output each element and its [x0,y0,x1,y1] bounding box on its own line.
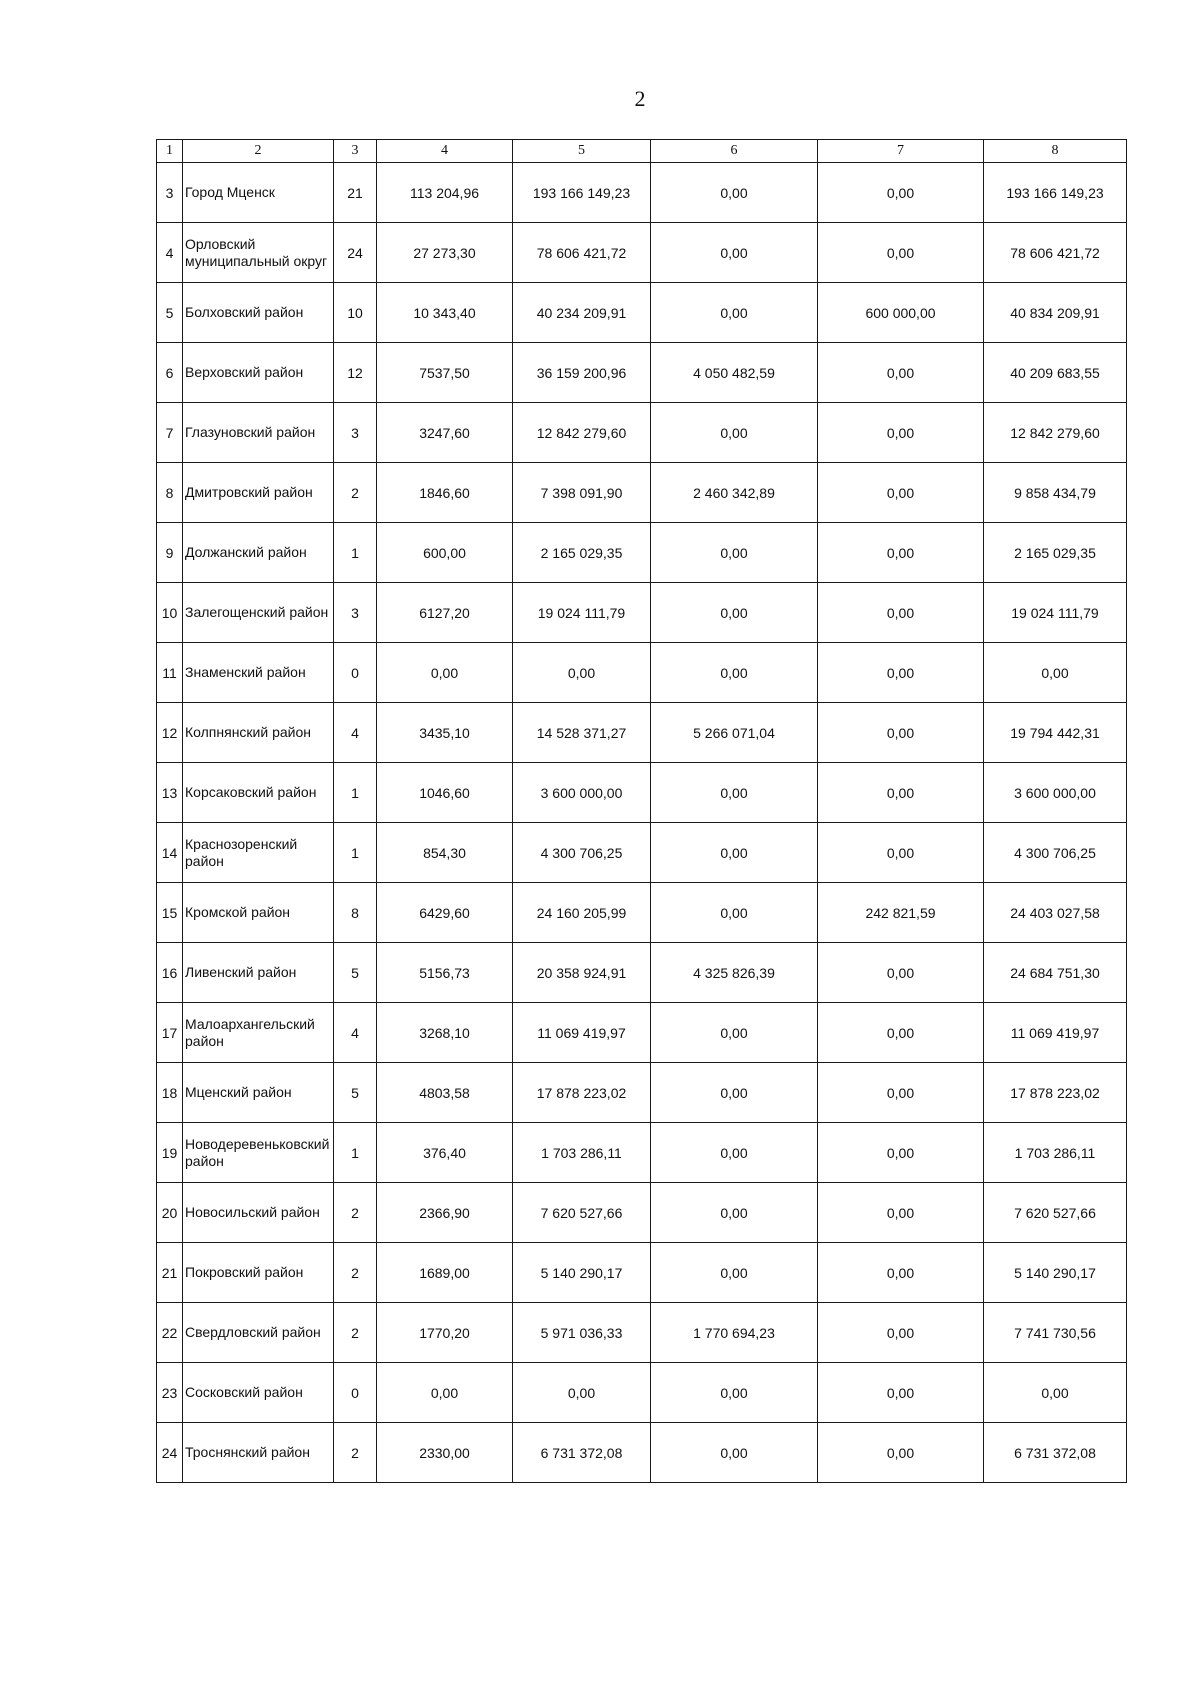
table-row [157,1303,1127,1363]
row-index-cell: 7 [157,403,183,463]
column-header-8: 8 [984,140,1127,163]
amount-col7-cell: 0,00 [818,403,984,463]
amount-col6-cell: 0,00 [651,523,818,583]
table-row [157,1423,1127,1483]
table-row [157,1123,1127,1183]
table-row [157,163,1127,223]
total-amount-cell: 7 620 527,66 [984,1183,1127,1243]
district-name-cell: Новодеревеньковский район [183,1123,334,1183]
district-name-cell: Краснозоренский район [183,823,334,883]
count-cell: 1 [334,763,377,823]
row-index-cell: 6 [157,343,183,403]
total-amount-cell: 12 842 279,60 [984,403,1127,463]
count-cell: 3 [334,403,377,463]
table-row [157,223,1127,283]
row-index-cell: 24 [157,1423,183,1483]
row-index-cell: 16 [157,943,183,1003]
amount-col6-cell: 0,00 [651,763,818,823]
area-value-cell: 1689,00 [377,1243,513,1303]
area-value-cell: 27 273,30 [377,223,513,283]
district-name-cell: Мценский район [183,1063,334,1123]
count-cell: 2 [334,463,377,523]
area-value-cell: 3268,10 [377,1003,513,1063]
amount-col6-cell: 1 770 694,23 [651,1303,818,1363]
total-amount-cell: 11 069 419,97 [984,1003,1127,1063]
amount-col7-cell: 0,00 [818,823,984,883]
table-row [157,1183,1127,1243]
amount-col5-cell: 12 842 279,60 [513,403,651,463]
amount-col5-cell: 4 300 706,25 [513,823,651,883]
count-cell: 4 [334,703,377,763]
amount-col6-cell: 0,00 [651,283,818,343]
row-index-cell: 13 [157,763,183,823]
district-name-cell: Свердловский район [183,1303,334,1363]
amount-col7-cell: 0,00 [818,703,984,763]
district-name-cell: Ливенский район [183,943,334,1003]
header-row [157,140,1127,163]
amount-col6-cell: 0,00 [651,583,818,643]
amount-col7-cell: 0,00 [818,1243,984,1303]
amount-col6-cell: 0,00 [651,823,818,883]
amount-col7-cell: 0,00 [818,343,984,403]
count-cell: 3 [334,583,377,643]
amount-col7-cell: 242 821,59 [818,883,984,943]
district-name-cell: Болховский район [183,283,334,343]
column-header-6: 6 [651,140,818,163]
district-name-cell: Верховский район [183,343,334,403]
column-header-3: 3 [334,140,377,163]
amount-col7-cell: 0,00 [818,943,984,1003]
amount-col5-cell: 14 528 371,27 [513,703,651,763]
table-row [157,343,1127,403]
amount-col5-cell: 20 358 924,91 [513,943,651,1003]
amount-col5-cell: 6 731 372,08 [513,1423,651,1483]
district-name-cell: Знаменский район [183,643,334,703]
table-row [157,763,1127,823]
amount-col5-cell: 1 703 286,11 [513,1123,651,1183]
area-value-cell: 600,00 [377,523,513,583]
total-amount-cell: 0,00 [984,643,1127,703]
table-row [157,1243,1127,1303]
total-amount-cell: 0,00 [984,1363,1127,1423]
row-index-cell: 15 [157,883,183,943]
area-value-cell: 6429,60 [377,883,513,943]
amount-col7-cell: 0,00 [818,463,984,523]
amount-col7-cell: 0,00 [818,1003,984,1063]
count-cell: 5 [334,1063,377,1123]
area-value-cell: 7537,50 [377,343,513,403]
count-cell: 24 [334,223,377,283]
amount-col6-cell: 0,00 [651,163,818,223]
total-amount-cell: 40 209 683,55 [984,343,1127,403]
row-index-cell: 11 [157,643,183,703]
area-value-cell: 5156,73 [377,943,513,1003]
area-value-cell: 0,00 [377,1363,513,1423]
count-cell: 5 [334,943,377,1003]
district-name-cell: Дмитровский район [183,463,334,523]
total-amount-cell: 5 140 290,17 [984,1243,1127,1303]
count-cell: 2 [334,1183,377,1243]
table-row [157,1003,1127,1063]
district-name-cell: Малоархангельский район [183,1003,334,1063]
amount-col7-cell: 600 000,00 [818,283,984,343]
count-cell: 2 [334,1423,377,1483]
row-index-cell: 20 [157,1183,183,1243]
district-name-cell: Покровский район [183,1243,334,1303]
count-cell: 10 [334,283,377,343]
amount-col6-cell: 0,00 [651,1243,818,1303]
table-row [157,883,1127,943]
amount-col5-cell: 78 606 421,72 [513,223,651,283]
table-row [157,943,1127,1003]
total-amount-cell: 7 741 730,56 [984,1303,1127,1363]
amount-col7-cell: 0,00 [818,1123,984,1183]
table-row [157,823,1127,883]
amount-col5-cell: 7 398 091,90 [513,463,651,523]
district-name-cell: Сосковский район [183,1363,334,1423]
table-row [157,643,1127,703]
area-value-cell: 6127,20 [377,583,513,643]
amount-col7-cell: 0,00 [818,1303,984,1363]
amount-col5-cell: 0,00 [513,1363,651,1423]
amount-col7-cell: 0,00 [818,223,984,283]
amount-col6-cell: 2 460 342,89 [651,463,818,523]
area-value-cell: 4803,58 [377,1063,513,1123]
amount-col5-cell: 3 600 000,00 [513,763,651,823]
count-cell: 2 [334,1243,377,1303]
count-cell: 1 [334,523,377,583]
district-name-cell: Орловский муниципальный округ [183,223,334,283]
area-value-cell: 3435,10 [377,703,513,763]
total-amount-cell: 24 684 751,30 [984,943,1127,1003]
table-row [157,703,1127,763]
amount-col6-cell: 0,00 [651,1183,818,1243]
amount-col6-cell: 0,00 [651,403,818,463]
amount-col7-cell: 0,00 [818,1363,984,1423]
area-value-cell: 854,30 [377,823,513,883]
amount-col6-cell: 0,00 [651,1363,818,1423]
amount-col6-cell: 0,00 [651,1003,818,1063]
count-cell: 0 [334,1363,377,1423]
amount-col6-cell: 0,00 [651,883,818,943]
row-index-cell: 4 [157,223,183,283]
amount-col5-cell: 19 024 111,79 [513,583,651,643]
page-number: 2 [634,86,646,111]
total-amount-cell: 9 858 434,79 [984,463,1127,523]
area-value-cell: 10 343,40 [377,283,513,343]
total-amount-cell: 19 024 111,79 [984,583,1127,643]
data-table [156,139,1127,1483]
area-value-cell: 1770,20 [377,1303,513,1363]
area-value-cell: 0,00 [377,643,513,703]
amount-col7-cell: 0,00 [818,1423,984,1483]
count-cell: 1 [334,823,377,883]
area-value-cell: 1846,60 [377,463,513,523]
row-index-cell: 19 [157,1123,183,1183]
row-index-cell: 18 [157,1063,183,1123]
district-name-cell: Залегощенский район [183,583,334,643]
column-header-4: 4 [377,140,513,163]
amount-col5-cell: 11 069 419,97 [513,1003,651,1063]
amount-col7-cell: 0,00 [818,163,984,223]
row-index-cell: 23 [157,1363,183,1423]
total-amount-cell: 78 606 421,72 [984,223,1127,283]
amount-col7-cell: 0,00 [818,583,984,643]
amount-col6-cell: 0,00 [651,643,818,703]
total-amount-cell: 19 794 442,31 [984,703,1127,763]
total-amount-cell: 40 834 209,91 [984,283,1127,343]
count-cell: 2 [334,1303,377,1363]
table-row [157,523,1127,583]
amount-col7-cell: 0,00 [818,1063,984,1123]
table-row [157,283,1127,343]
table-row [157,1063,1127,1123]
district-name-cell: Город Мценск [183,163,334,223]
area-value-cell: 2366,90 [377,1183,513,1243]
area-value-cell: 2330,00 [377,1423,513,1483]
count-cell: 8 [334,883,377,943]
district-name-cell: Колпнянский район [183,703,334,763]
table-body [157,163,1127,1483]
count-cell: 1 [334,1123,377,1183]
row-index-cell: 12 [157,703,183,763]
column-header-7: 7 [818,140,984,163]
total-amount-cell: 6 731 372,08 [984,1423,1127,1483]
row-index-cell: 22 [157,1303,183,1363]
total-amount-cell: 2 165 029,35 [984,523,1127,583]
district-name-cell: Глазуновский район [183,403,334,463]
area-value-cell: 1046,60 [377,763,513,823]
amount-col5-cell: 17 878 223,02 [513,1063,651,1123]
table-row [157,583,1127,643]
amount-col5-cell: 5 140 290,17 [513,1243,651,1303]
district-name-cell: Троснянский район [183,1423,334,1483]
amount-col5-cell: 193 166 149,23 [513,163,651,223]
count-cell: 12 [334,343,377,403]
amount-col5-cell: 36 159 200,96 [513,343,651,403]
district-name-cell: Новосильский район [183,1183,334,1243]
amount-col6-cell: 5 266 071,04 [651,703,818,763]
row-index-cell: 10 [157,583,183,643]
amount-col7-cell: 0,00 [818,643,984,703]
amount-col5-cell: 0,00 [513,643,651,703]
amount-col5-cell: 40 234 209,91 [513,283,651,343]
amount-col5-cell: 2 165 029,35 [513,523,651,583]
row-index-cell: 8 [157,463,183,523]
district-name-cell: Должанский район [183,523,334,583]
area-value-cell: 113 204,96 [377,163,513,223]
row-index-cell: 21 [157,1243,183,1303]
district-name-cell: Корсаковский район [183,763,334,823]
amount-col6-cell: 0,00 [651,1123,818,1183]
column-header-1: 1 [157,140,183,163]
count-cell: 0 [334,643,377,703]
amount-col6-cell: 4 050 482,59 [651,343,818,403]
count-cell: 21 [334,163,377,223]
district-name-cell: Кромской район [183,883,334,943]
amount-col5-cell: 5 971 036,33 [513,1303,651,1363]
amount-col6-cell: 0,00 [651,1423,818,1483]
table-row [157,403,1127,463]
amount-col5-cell: 24 160 205,99 [513,883,651,943]
count-cell: 4 [334,1003,377,1063]
row-index-cell: 5 [157,283,183,343]
area-value-cell: 376,40 [377,1123,513,1183]
amount-col6-cell: 0,00 [651,1063,818,1123]
row-index-cell: 3 [157,163,183,223]
table-row [157,463,1127,523]
amount-col7-cell: 0,00 [818,523,984,583]
column-header-5: 5 [513,140,651,163]
total-amount-cell: 17 878 223,02 [984,1063,1127,1123]
amount-col6-cell: 4 325 826,39 [651,943,818,1003]
table-row [157,1363,1127,1423]
table-header [157,140,1127,163]
row-index-cell: 9 [157,523,183,583]
total-amount-cell: 1 703 286,11 [984,1123,1127,1183]
total-amount-cell: 3 600 000,00 [984,763,1127,823]
amount-col7-cell: 0,00 [818,1183,984,1243]
amount-col6-cell: 0,00 [651,223,818,283]
area-value-cell: 3247,60 [377,403,513,463]
amount-col5-cell: 7 620 527,66 [513,1183,651,1243]
total-amount-cell: 193 166 149,23 [984,163,1127,223]
row-index-cell: 14 [157,823,183,883]
total-amount-cell: 24 403 027,58 [984,883,1127,943]
amount-col7-cell: 0,00 [818,763,984,823]
row-index-cell: 17 [157,1003,183,1063]
column-header-2: 2 [183,140,334,163]
total-amount-cell: 4 300 706,25 [984,823,1127,883]
